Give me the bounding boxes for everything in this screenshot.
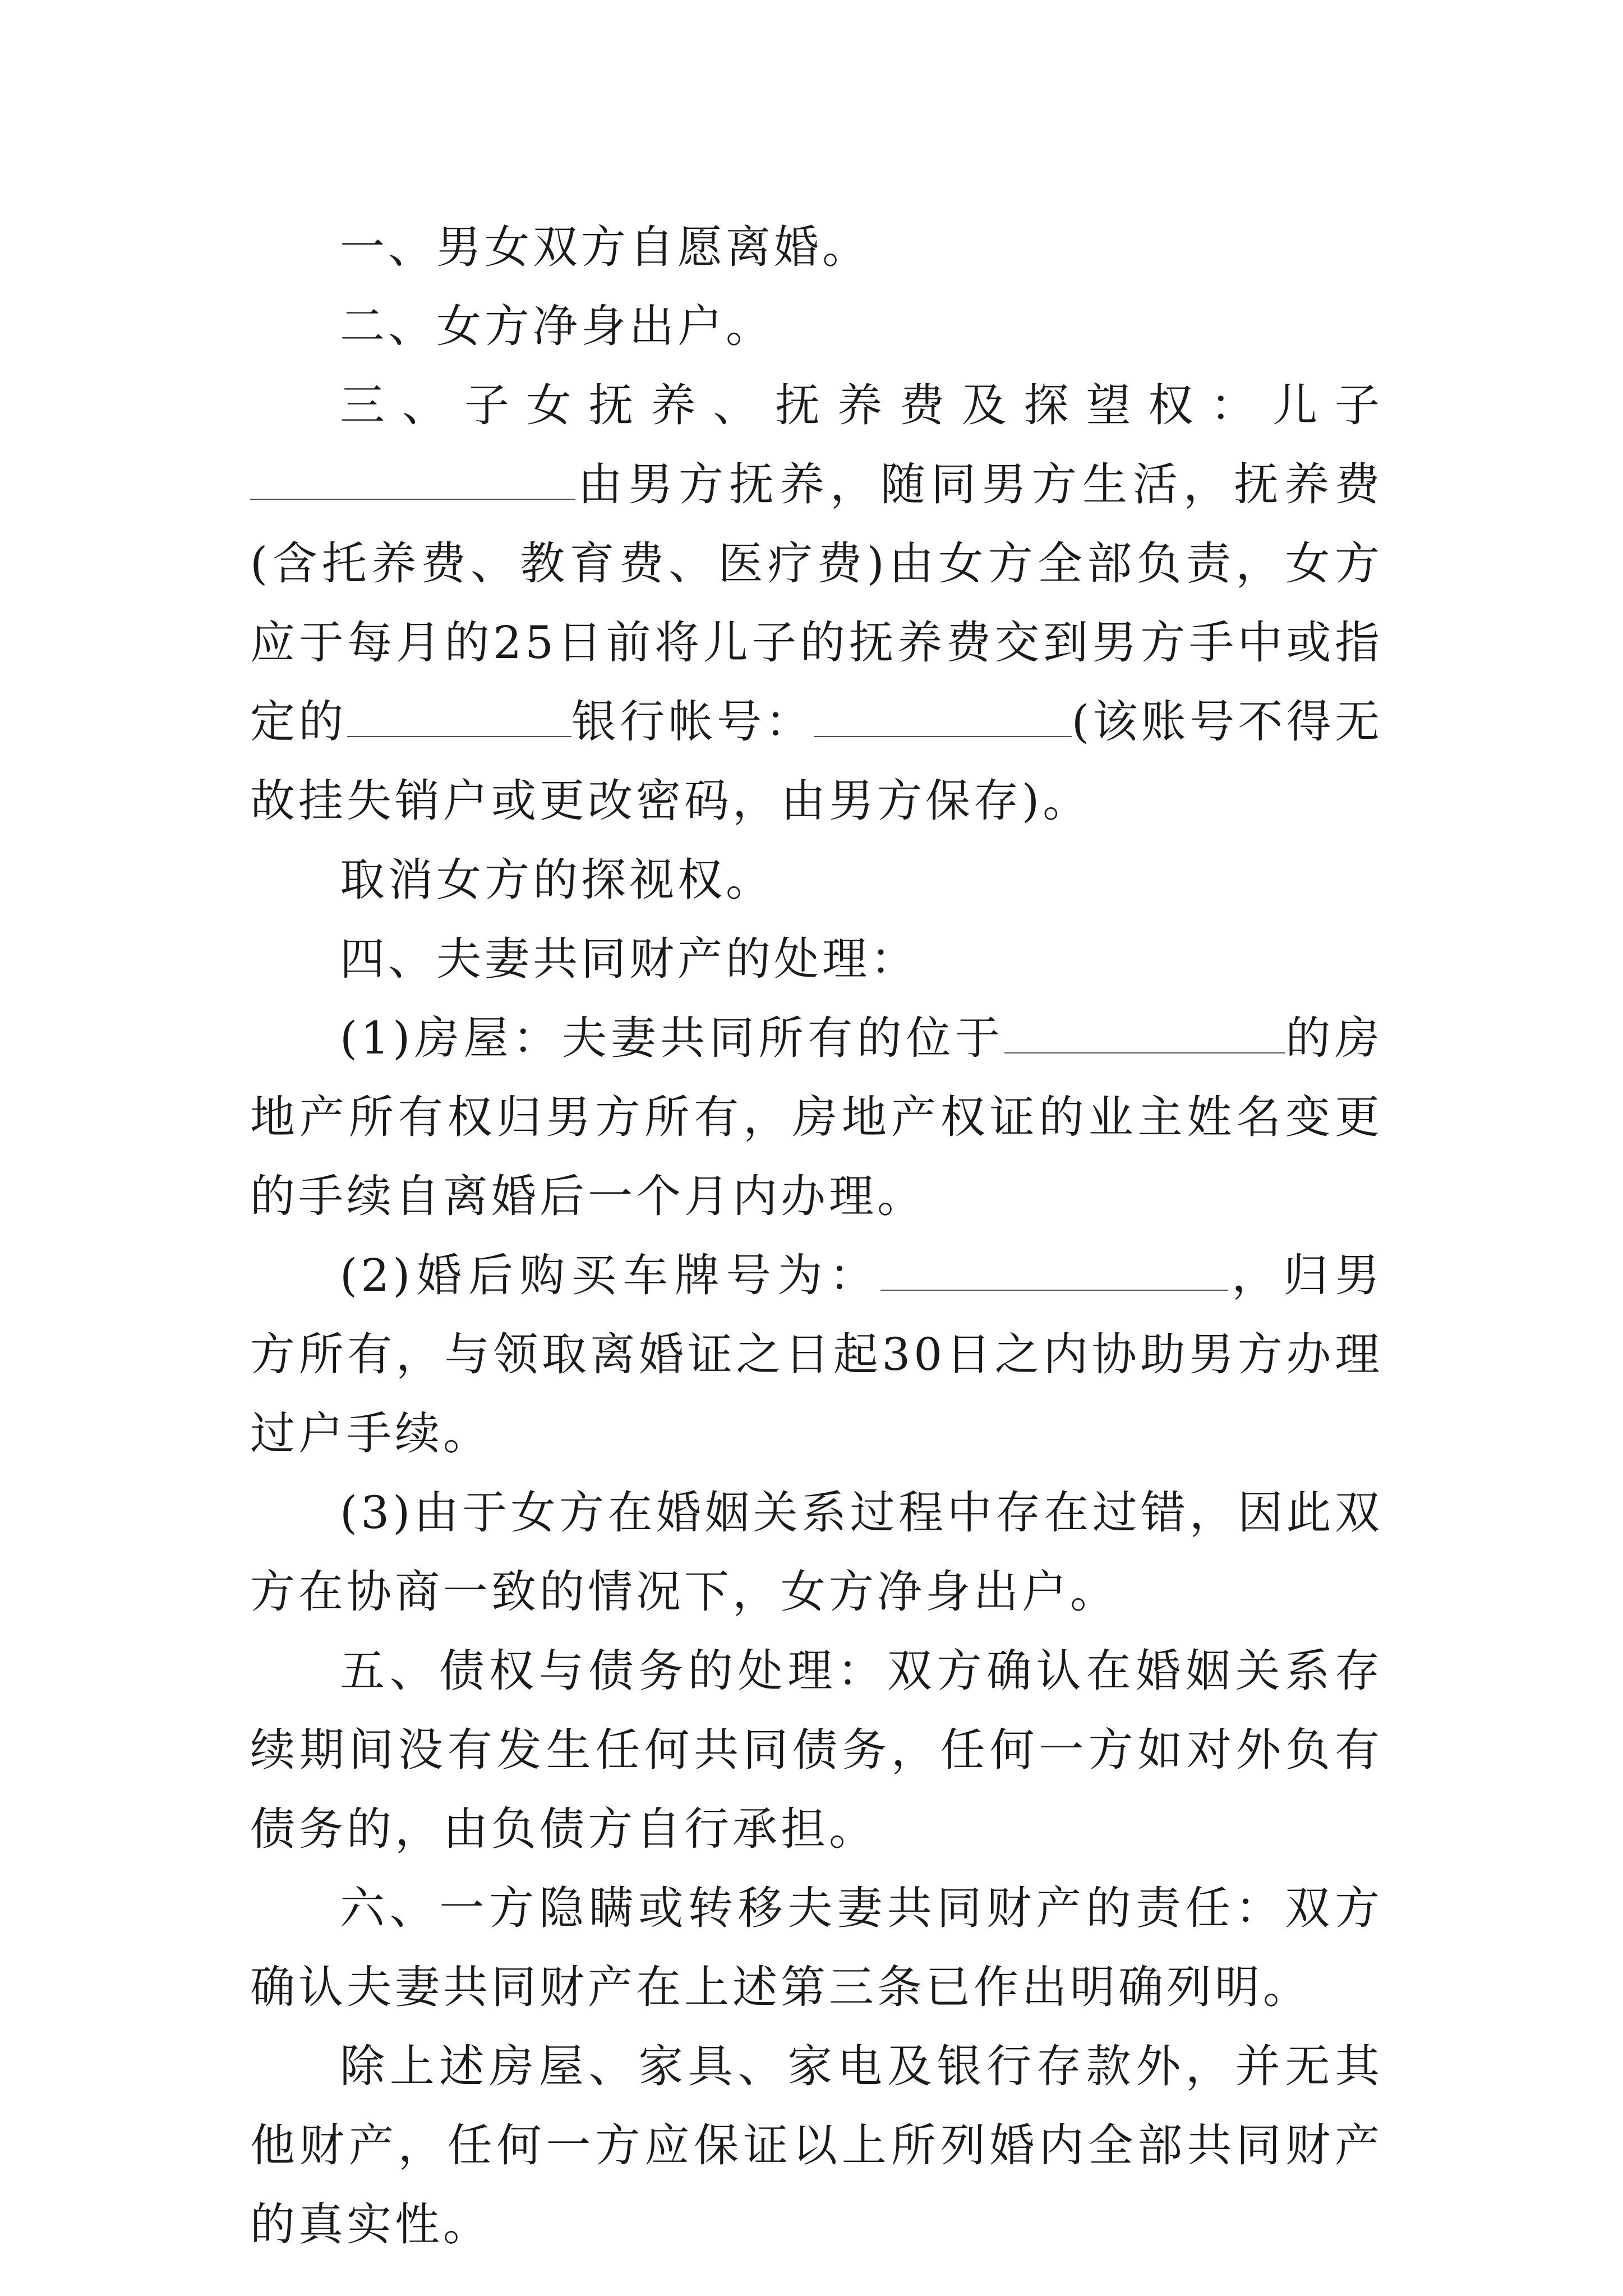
bank-account-blank [814,700,1072,737]
clause-4-3-text: (3)由于女方在婚姻关系过程中存在过错，因此双方在协商一致的情况下，女方净身出户。 [250,1487,1383,1618]
clause-4-text: 四、夫妻共同财产的处理： [340,933,919,985]
clause-2-text: 二、女方净身出户。 [340,300,774,352]
son-name-blank [250,463,575,500]
bank-name-blank [347,700,571,737]
clause-6 [250,1869,1383,2027]
clause-3-text-b: 由男方抚养，随同男方生活，抚养费(含托养费、教育费、医疗费)由女方全部负责，女方应于每月的25日前将儿子的抚养费交到男方手中或指定的 [250,458,1383,748]
clause-4-1-text-b: 的房地产所有权归男方所有，房地产权证的业主姓名变更的手续自离婚后一个月内办理。 [250,1012,1383,1222]
plate-number-blank [880,1254,1228,1291]
clause-visitation-text: 取消女方的探视权。 [340,854,774,906]
clause-6-extra [250,2027,1383,2264]
clause-4-1 [250,999,1383,1236]
clause-3-text-c: 银行帐号： [571,696,814,748]
clause-4-2-text-b: ，归男方所有，与领取离婚证之日起30日之内协助男方办理过户手续。 [250,1249,1384,1460]
clause-5-text: 五、债权与债务的处理：双方确认在婚姻关系存续期间没有发生任何共同债务，任何一方如对外负有债务的，由负债方自行承担。 [250,1645,1383,1855]
clause-4-2 [250,1236,1383,1473]
clause-3 [250,366,1383,840]
clause-6-text: 六、一方隐瞒或转移夫妻共同财产的责任：双方确认夫妻共同财产在上述第三条已作出明确列明。 [250,1882,1383,2013]
house-location-blank [1004,1016,1285,1053]
clause-2 [250,287,1383,366]
clause-3-text-a: 三、子女抚养、抚养费及探望权：儿子 [340,379,1383,431]
clause-1 [250,208,1383,287]
clause-3-text-d: (该账号不得无故挂失销户或更改密码，由男方保存)。 [250,696,1384,827]
clause-4-1-text-a: (1)房屋：夫妻共同所有的位于 [340,1012,1004,1064]
clause-4-3 [250,1473,1383,1631]
clause-1-text: 一、男女双方自愿离婚。 [340,221,870,273]
clause-6-extra-text: 除上述房屋、家具、家电及银行存款外，并无其他财产，任何一方应保证以上所列婚内全部共同财产的真实性。 [250,2040,1383,2251]
clause-visitation [250,840,1383,919]
clause-4-2-text-a: (2)婚后购买车牌号为： [340,1249,881,1301]
clause-4 [250,919,1383,999]
document-body [250,208,1383,2264]
clause-5 [250,1631,1383,1869]
